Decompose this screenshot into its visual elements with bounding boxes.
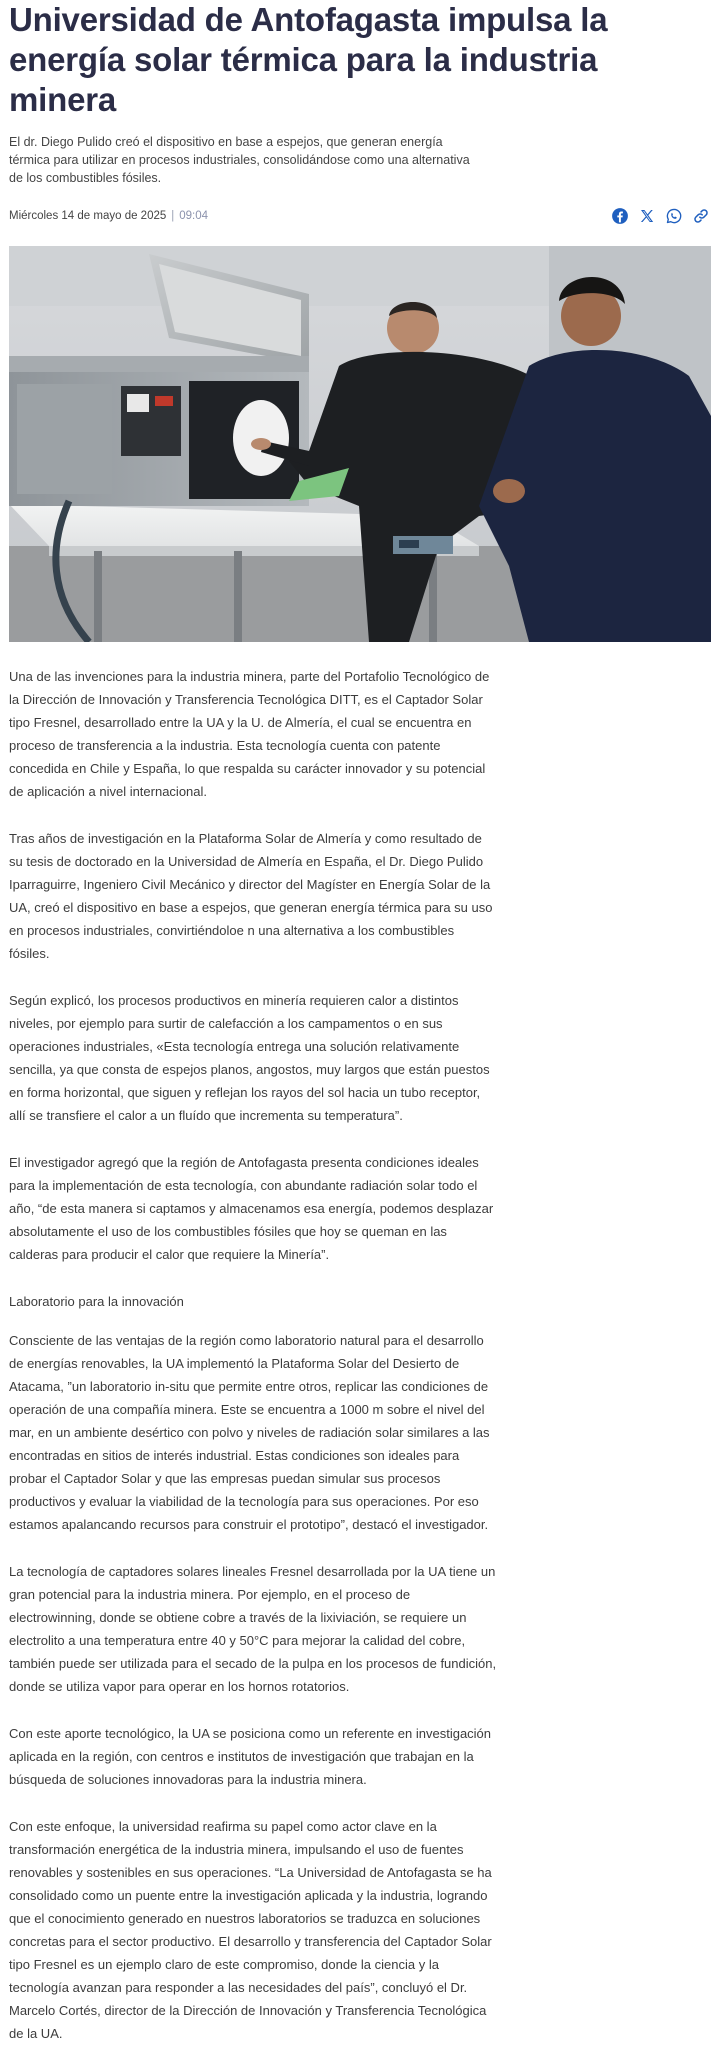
paragraph: Consciente de las ventajas de la región como laboratorio natural para el desarrollo de energías renovables, la UA implementó la Plataforma Solar del Desierto de Atacama, ”un laboratorio in-situ que permite entre otros, replicar las condiciones de operación de una compañía minera. Este se encuentra a 1000 m sobre el nivel del mar, en un ambiente desértico con polvo y niveles de radiación solar similares a las encontradas en sitios de interés industrial. Estas condiciones son ideales para probar el Captador Solar y que las empresas puedan simular sus procesos productivos y evaluar la viabilidad de la tecnología para sus operaciones. Por eso estamos apalancando recursos para construir el prototipo”, destacó el investigador. <box>9 1333 490 1532</box>
article-body <box>9 665 497 2069</box>
article-photo <box>9 246 711 642</box>
section-subheading: Laboratorio para la innovación <box>9 1294 184 1309</box>
article-meta <box>9 208 208 224</box>
publish-time: 09:04 <box>179 210 209 222</box>
meta-separator: | <box>171 210 175 222</box>
whatsapp-icon[interactable] <box>665 207 683 225</box>
share-bar <box>611 206 710 226</box>
paragraph: Según explicó, los procesos productivos en minería requieren calor a distintos niveles, por ejemplo para surtir de calefacción a los campamentos o en sus operaciones industriales, «Esta tecnología entrega una solución relativamente sencilla, ya que consta de espejos planos, angostos, muy largos que están puestos en forma horizontal, que siguen y reflejan los rayos del sol hacia un tubo receptor, allí se transfiere el calor a un fluído que incrementa su temperatura”. <box>9 993 490 1123</box>
paragraph: Tras años de investigación en la Plataforma Solar de Almería y como resultado de su tesis de doctorado en la Universidad de Almería en España, el Dr. Diego Pulido Iparraguirre, Ingeniero Civil Mecánico y director del Magíster en Energía Solar de la UA, creó el dispositivo en base a espejos, que generan energía térmica para su uso en procesos industriales, convirtiéndoloe n una alternativa a los combustibles fósiles. <box>9 831 493 961</box>
paragraph: Con este enfoque, la universidad reafirma su papel como actor clave en la transformación energética de la industria minera, impulsando el uso de fuentes renovables y sostenibles en sus operaciones. “La Universidad de Antofagasta se ha consolidado como un puente entre la investigación aplicada y la industria, logrando que el conocimiento generado en nuestros laboratorios se traduzca en soluciones concretas para el sector productivo. El desarrollo y transferencia del Captador Solar tipo Fresnel es un ejemplo claro de este compromiso, donde la ciencia y la tecnología avanzan para responder a las necesidades del país”, concluyó el Dr. Marcelo Cortés, director de la Dirección de Innovación y Transferencia Tecnológica de la UA. <box>9 1819 492 2041</box>
link-icon[interactable] <box>692 207 710 225</box>
article-lead: El dr. Diego Pulido creó el dispositivo en base a espejos, que generan energía térmica para utilizar en procesos industriales, consolidándose como una alternativa de los combustibles fósiles. <box>9 135 470 185</box>
paragraph: Con este aporte tecnológico, la UA se posiciona como un referente en investigación aplicada en la región, con centros e institutos de investigación que trabajan en la búsqueda de soluciones innovadoras para la industria minera. <box>9 1726 492 1787</box>
publish-date: Miércoles 14 de mayo de 2025 <box>9 210 167 222</box>
article-title: Universidad de Antofagasta impulsa la energía solar térmica para la industria minera <box>9 1 608 118</box>
facebook-icon[interactable] <box>611 207 629 225</box>
paragraph: Una de las invenciones para la industria minera, parte del Portafolio Tecnológico de la Dirección de Innovación y Transferencia Tecnológica DITT, es el Captador Solar tipo Fresnel, desarrollado entre la UA y la U. de Almería, el cual se encuentra en proceso de transferencia a la industria. Esta tecnología cuenta con patente concedida en Chile y España, lo que respalda su carácter innovador y su potencial de aplicación a nivel internacional. <box>9 669 490 799</box>
paragraph: La tecnología de captadores solares lineales Fresnel desarrollada por la UA tiene un gran potencial para la industria minera. Por ejemplo, en el proceso de electrowinning, donde se obtiene cobre a través de la lixiviación, se requiere un electrolito a una temperatura entre 40 y 50°C para mejorar la calidad del cobre, también puede ser utilizada para el secado de la pulpa en los procesos de fundición, donde se utiliza vapor para operar en los hornos rotatorios. <box>9 1564 497 1694</box>
x-icon[interactable] <box>638 207 656 225</box>
solar-device-photo <box>9 246 711 642</box>
paragraph: El investigador agregó que la región de Antofagasta presenta condiciones ideales para la implementación de esta tecnología, con abundante radiación solar todo el año, “de esta manera si captamos y almacenamos esa energía, podemos desplazar absolutamente el uso de los combustibles fósiles que hoy se queman en las calderas para producir el calor que requiere la Minería”. <box>9 1155 494 1262</box>
